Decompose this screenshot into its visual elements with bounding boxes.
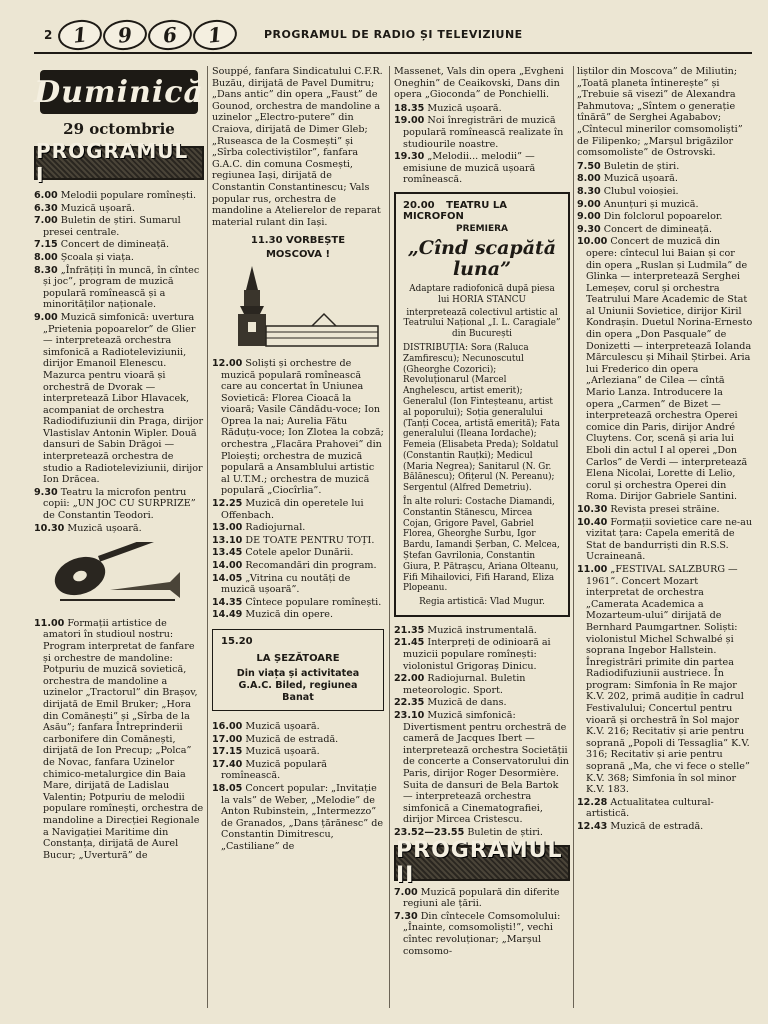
column-divider bbox=[573, 66, 574, 1008]
entry-time: 14.35 bbox=[212, 596, 243, 608]
entry-time: 10.00 bbox=[577, 236, 608, 248]
program-entry bbox=[577, 236, 753, 503]
entry-text: Concert de muzică din opere: cîntecul lui Baian și cor din opera „Ruslan și Ludmila” de Glinka — interpretează Serghei Lemeșev, corul și orchestra Teatrului Mare Academic de Stat al Uniunii Sovietice, dirijor Kiril Kondrașin. Duetul Norina-Ernesto din opera „Don Pasquale” de Donizetti — interpretează Iolanda Mărculescu și Mihail Știrbei. Aria lui Frederico din opera „Arleziana” de Cilea — cîntă Mario Lanza. Introducere la opera „Carmen” de Bizet — interpretează orchestra Operei comice din Paris, dirijor André Cluytens. Cor, scenă și aria lui Eboli din actul I al operei „Don Carlos” de Verdi — interpretează Elena Nicolai, Lorette di Lelio, corul și orchestra Operei din Roma. Dirijor Gabriele Santini. bbox=[586, 236, 753, 503]
entry-time: 22.35 bbox=[394, 697, 425, 709]
program-entry bbox=[394, 673, 570, 696]
program-2-banner bbox=[394, 837, 570, 888]
program-entry bbox=[212, 358, 384, 497]
entry-time: 19.30 bbox=[394, 151, 425, 163]
program-1-label: PROGRAMUL I bbox=[36, 139, 189, 187]
entry-text: Muzică de dans. bbox=[427, 697, 507, 709]
entry-text: Muzică ușoară. bbox=[245, 746, 320, 758]
entry-time: 9.00 bbox=[577, 211, 601, 223]
program-1-banner bbox=[34, 139, 204, 187]
entry-text: Soliști și orchestre de muzică populară romînească care au concertat în Uniunea Sovietică: Florea Cioacă la vioară; Vasile Căndădu-voce; Ion Oprea la nai; Aurelia Fătu Răduțu-voce; Ion Zlotea la cobză; orchestra „Flacăra Prahovei” din Ploiești; orchestra de muzică populară a Ansamblului artistic al U.T.M.; orchestra de muzică populară „Ciocîrlia”. bbox=[221, 357, 384, 497]
entry-time: 18.35 bbox=[394, 102, 425, 114]
program-entry bbox=[212, 560, 384, 572]
entry-time: 12.28 bbox=[577, 796, 608, 808]
theatre-time: 20.00 bbox=[403, 199, 435, 211]
program-entry bbox=[212, 721, 384, 733]
day-name: Duminică bbox=[34, 74, 204, 110]
entry-time: 17.00 bbox=[212, 733, 243, 745]
col1-list bbox=[34, 190, 204, 534]
mandolin-trumpet-icon bbox=[40, 542, 190, 604]
day-banner bbox=[34, 70, 204, 114]
entry-time: 8.30 bbox=[577, 185, 601, 197]
entry-time: 9.30 bbox=[34, 486, 58, 498]
entry-text: Cîntece populare romînești. bbox=[245, 596, 382, 608]
entry-text: Muzică populară romînească. bbox=[221, 758, 328, 782]
entry-text: Concert de dimineață. bbox=[603, 223, 713, 235]
entry-time: 9.00 bbox=[34, 311, 58, 323]
program-entry bbox=[34, 523, 204, 535]
col2-continued-text: Souppé, fanfara Sindicatului C.F.R. Buzău, dirijată de Pavel Dumitru; „Dans antic” din opera „Faust” de Gounod, orchestra de mandoline a uzinelor „Electro-putere” din Craiova, dirijată de Dimer Gleb; „Ruseasca de la Cosmești” și „Sîrba colectiviștilor”, fanfara G.A.C. din comuna Cosmești, regiunea Iași, dirijată de Constantin Constantinescu; Vals popular rus, orchestra de mandoline a Atelierelor de reparat material rulant din Iași. bbox=[212, 66, 383, 228]
program-entry bbox=[577, 186, 753, 198]
moscow-line1: VORBEȘTE bbox=[286, 235, 346, 247]
program-entry bbox=[34, 190, 204, 202]
theatre-adaptation: Adaptare radiofonică după piesa lui HORIA STANCU bbox=[409, 283, 555, 305]
sezatoare-text: Din viața și activitatea G.A.C. Biled, regiunea Banat bbox=[236, 667, 360, 703]
program-entry bbox=[394, 103, 570, 115]
entry-text: „FESTIVAL SALZBURG — 1961”. Concert Mozart interpretat de orchestra „Camerata Academica a Mozarteum-ului” dirijată de Bernhard Paumgartner. Soliști: violonistul Michel Schwalbé și soprana Ingebor Hallstein. Înregistrări primite din partea Radiodifuziunii austriece. În program: Simfonia în Re major K.V. 202, primă audiție în cadrul Festivalului; Concertul pentru vioară și orchestră în Sol major K.V. 216; Recitativ și arie pentru soprană „Popoli di Tessaglia” K.V. 316; Recitativ și arie pentru soprană „Ma, che vi fece o stelle” K.V. 368; Simfonia în sol minor K.V. 183. bbox=[586, 563, 750, 796]
col4-continued-text: liștilor din Moscova” de Miliutin; „Toată planeta întinerește” și „Trebuie să visezi” de Alexandra Pahmutova; „Sîntem o generație tînără” de Serghei Agababov; „Cîntecul minerilor comsomoliști” de Filipenko; „Marșul brigăzilor comsomoliste” de Ostrovski. bbox=[577, 66, 743, 159]
year-digit: 1 bbox=[57, 18, 104, 52]
entry-time: 17.15 bbox=[212, 746, 243, 758]
year-digit: 1 bbox=[192, 18, 239, 52]
page-title: PROGRAMUL DE RADIO ȘI TELEVIZIUNE bbox=[264, 28, 523, 41]
entry-text: Din cîntecele Comsomolului: „Înainte, comsomoliști!”, vechi cîntec revoluționar; „Marșul comsomo- bbox=[403, 910, 561, 957]
entry-time: 14.49 bbox=[212, 609, 243, 621]
entry-text: Concert de dimineață. bbox=[60, 239, 170, 251]
entry-time: 7.00 bbox=[394, 886, 418, 898]
entry-text: „Înfrățiți în muncă, în cîntec și joc”, program de muzică populară romînească și a minorităților naționale. bbox=[43, 264, 200, 311]
entry-time: 22.00 bbox=[394, 673, 425, 685]
theatre-others: În alte roluri: Costache Diamandi, Constantin Stănescu, Mircea Cojan, Grigore Pavel, Gabriel Florea, Gheorghe Surbu, Igor Bardu, Iamandi Șerban, C. Melcea, Ștefan Gavrilonia, Constantin Giura, P. Pătrașcu, Ariana Olteanu, Fifi Mihailovici, Fifi Harand, Eliza Plopeanu. bbox=[403, 497, 560, 594]
entry-time: 12.00 bbox=[212, 357, 243, 369]
sezatoare-box bbox=[212, 629, 384, 711]
entry-time: 7.15 bbox=[34, 239, 58, 251]
entry-text: DE TOATE PENTRU TOȚI. bbox=[245, 534, 375, 546]
program-entry bbox=[34, 265, 204, 311]
entry-time: 17.40 bbox=[212, 758, 243, 770]
column-3 bbox=[394, 66, 570, 958]
program-entry bbox=[212, 734, 384, 746]
col2-list bbox=[212, 358, 384, 621]
program-entry bbox=[577, 224, 753, 236]
program-entry bbox=[577, 797, 753, 820]
col3-after-list bbox=[394, 625, 570, 839]
theatre-box bbox=[394, 192, 570, 617]
theatre-label: TEATRU LA MICROFON bbox=[403, 199, 507, 222]
theatre-director: Regia artistică: Vlad Mugur. bbox=[419, 597, 545, 608]
entry-time: 19.00 bbox=[394, 115, 425, 127]
moscow-time: 11.30 bbox=[250, 235, 283, 247]
entry-text: Melodii populare romînești. bbox=[60, 190, 197, 201]
entry-time: 8.30 bbox=[34, 264, 58, 276]
theatre-premiere: PREMIERA bbox=[455, 223, 509, 234]
column-2 bbox=[212, 66, 384, 854]
entry-time: 8.00 bbox=[577, 173, 601, 185]
col1-after-list bbox=[34, 618, 204, 861]
program-entry bbox=[212, 759, 384, 782]
entry-time: 18.05 bbox=[212, 782, 243, 794]
entry-time: 8.00 bbox=[34, 251, 58, 263]
entry-text: Formații artistice de amatori în studioul nostru: Program interpretat de fanfare și orchestre de mandoline: Potpuriu de muzică sovietică, orchestra de mandoline a uzinelor „Tractorul” din Brașov, dirijată de Emil Bruker; „Hora din Comănești” și „Sîrba de la Asău”; fanfara Întreprinderii carbonifere din Comănești, dirijată de Ion Precup; „Polca” de Novac, fanfara Uzinelor chimico-metalurgice din Baia Mare, dirijată de Ladislau Valentin; Potpuriu de melodii populare romînești, orchestra de mandoline a Direcției Regionale a Navigației Maritime din Constanța, dirijată de Aurel Bucur; „Uvertură” de bbox=[43, 617, 204, 861]
program-2-label: PROGRAMUL II bbox=[396, 837, 563, 888]
program-date: 29 octombrie bbox=[63, 120, 175, 138]
entry-text: Anunțuri și muzică. bbox=[603, 198, 699, 210]
entry-time: 14.00 bbox=[212, 560, 243, 571]
entry-time: 6.30 bbox=[34, 202, 58, 214]
entry-time: 12.25 bbox=[212, 498, 243, 510]
year-digit: 6 bbox=[147, 18, 194, 52]
program-entry bbox=[577, 517, 753, 563]
program-entry bbox=[212, 609, 384, 621]
program-entry bbox=[34, 239, 204, 251]
column-1 bbox=[34, 70, 204, 862]
program-entry bbox=[212, 783, 384, 853]
entry-time: 10.30 bbox=[34, 522, 65, 534]
header-divider bbox=[34, 52, 752, 54]
column-divider bbox=[207, 66, 208, 1008]
program-entry bbox=[577, 173, 753, 185]
entry-text: Concert popular: „Invitație la vals” de Weber, „Melodie” de Anton Rubinstein, „Intermezzo” de Granados, „Dans țărănesc” de Constantin Dimitrescu, „Castiliane” de bbox=[221, 782, 384, 852]
entry-time: 13.45 bbox=[212, 547, 243, 559]
program-entry bbox=[394, 887, 570, 910]
moscow-heading bbox=[212, 234, 384, 262]
moscow-line2: MOSCOVA ! bbox=[265, 249, 331, 261]
column-divider bbox=[389, 66, 390, 1008]
program-entry bbox=[394, 625, 570, 637]
entry-text: Interpreți de odinioară ai muzicii populare romînești: violonistul Grigoraș Dinicu. bbox=[403, 637, 551, 672]
program-entry bbox=[577, 161, 753, 173]
program-entry bbox=[212, 573, 384, 596]
theatre-heading bbox=[403, 200, 561, 222]
col3-list bbox=[394, 103, 570, 186]
kremlin-illustration bbox=[212, 264, 384, 352]
program-entry bbox=[577, 564, 753, 796]
program-entry bbox=[394, 911, 570, 957]
program-entry bbox=[212, 535, 384, 547]
col3-program2-list bbox=[394, 887, 570, 958]
entry-time: 7.30 bbox=[394, 910, 418, 922]
entry-text: Muzică din operetele lui Offenbach. bbox=[221, 498, 364, 521]
entry-text: Recomandări din program. bbox=[245, 560, 377, 571]
sezatoare-time: 15.20 bbox=[221, 635, 253, 647]
program-entry bbox=[577, 211, 753, 223]
program-entry bbox=[212, 522, 384, 534]
entry-text: „Melodii... melodii” — emisiune de muzică ușoară romînească. bbox=[403, 151, 536, 186]
kremlin-tower-icon bbox=[212, 264, 382, 348]
entry-text: Muzică simfonică: uvertura „Prietenia popoarelor” de Glier — interpretează orchestra simfonică a Radioteleviziunii, dirijor Emanoil Elenescu. Mazurca pentru vioară și orchestră de Dvorak — interpretează Libor Hlavacek, acompaniat de orchestra Radiodifuziunii din Praga, dirijor Vlastislav Antonin Wipler. Două dansuri de Sabin Drăgoi — interpretează orchestra de studio a Radioteleviziunii, dirijor Ion Drăcea. bbox=[43, 311, 204, 486]
program-entry bbox=[212, 498, 384, 521]
entry-text: Muzică ușoară. bbox=[603, 173, 678, 185]
entry-text: Clubul voioșiei. bbox=[603, 185, 679, 197]
instruments-illustration bbox=[40, 542, 204, 608]
col3-continued-text: Massenet, Vals din opera „Evgheni Oneghin” de Ceaikovski, Dans din opera „Gioconda” de Ponchielli. bbox=[394, 66, 564, 101]
entry-time: 21.35 bbox=[394, 624, 425, 636]
col2-after-list bbox=[212, 721, 384, 853]
entry-text: Noi înregistrări de muzică populară romînească realizate în studiourile noastre. bbox=[403, 115, 564, 150]
entry-text: Teatru la microfon pentru copii: „UN JOC CU SURPRIZE” de Constantin Teodori. bbox=[43, 486, 196, 522]
entry-text: Muzică din opere. bbox=[245, 609, 334, 621]
program-entry bbox=[394, 697, 570, 709]
entry-text: Formații sovietice care ne-au vizitat țara: Capela emerită de Stat de bandurriști din R.S.S. Ucraineană. bbox=[586, 516, 753, 563]
program-entry bbox=[577, 821, 753, 833]
column-4 bbox=[577, 66, 753, 834]
entry-text: Școala și viața. bbox=[60, 251, 134, 263]
sezatoare-title: LA ȘEZĂTOARE bbox=[256, 652, 340, 664]
entry-time: 11.00 bbox=[577, 563, 608, 575]
program-entry bbox=[394, 637, 570, 672]
entry-text: Muzică populară din diferite regiuni ale țării. bbox=[403, 886, 560, 910]
entry-time: 23.10 bbox=[394, 710, 425, 721]
page-number: 2 bbox=[44, 28, 53, 42]
entry-time: 13.10 bbox=[212, 534, 243, 546]
entry-text: „Vitrina cu noutăți de muzică ușoară”. bbox=[221, 572, 351, 596]
entry-text: Muzică de estradă. bbox=[245, 733, 339, 745]
entry-text: Cotele apelor Dunării. bbox=[245, 547, 354, 559]
entry-text: Buletin de știri. Sumarul presei centrale. bbox=[43, 215, 181, 238]
entry-time: 9.30 bbox=[577, 223, 601, 235]
year-logo bbox=[58, 20, 237, 50]
program-entry bbox=[34, 203, 204, 215]
col4-list bbox=[577, 161, 753, 833]
entry-time: 13.00 bbox=[212, 522, 243, 534]
entry-time: 21.45 bbox=[394, 637, 425, 649]
program-entry bbox=[34, 215, 204, 238]
program-entry bbox=[394, 710, 570, 826]
program-entry bbox=[394, 115, 570, 150]
program-entry bbox=[212, 547, 384, 559]
entry-time: 12.43 bbox=[577, 821, 608, 832]
entry-text: Buletin de știri. bbox=[467, 826, 543, 838]
entry-time: 9.00 bbox=[577, 198, 601, 210]
entry-time: 16.00 bbox=[212, 720, 243, 732]
entry-text: Buletin de știri. bbox=[603, 160, 680, 172]
entry-text: Din folclorul popoarelor. bbox=[603, 211, 723, 223]
entry-time: 7.00 bbox=[34, 215, 58, 227]
entry-text: Muzică de estradă. bbox=[610, 821, 704, 832]
entry-time: 10.30 bbox=[577, 503, 608, 515]
entry-text: Muzică simfonică: Divertisment pentru orchestră de cameră de Jacques Ibert — interpretează orchestra Societății de concerte a Conservatorului din Paris, dirijor Roger Desormière. Suita de dansuri de Bela Bartok — interpretează orchestra simfonică a Cinematografiei, dirijor Mircea Cristescu. bbox=[403, 710, 569, 826]
theatre-cast: DISTRIBUȚIA: Sora (Raluca Zamfirescu); Necunoscutul (Gheorghe Cozorici); Revoluționarul (Marcel Anghelescu, artist emerit); Generalul (Ion Finteșteanu, artist al poporului); Soția generalului (Tanți Cocea, artistă emerită); Fata generalului (Ileana Iordache); Femeia (Elisabeta Preda); Soldatul (Constantin Rauțki); Medicul (Maria Negrea); Sanitarul (N. Gr. Bălănescu); Ofițerul (N. Pereanu); Sergentul (Alfred Demetriu). bbox=[403, 342, 560, 494]
entry-time: 7.50 bbox=[577, 160, 601, 172]
theatre-performers: interpretează colectivul artistic al Teatrului Național „I. L. Caragiale” din București bbox=[403, 307, 561, 340]
entry-text: Revista presei străine. bbox=[610, 503, 720, 515]
entry-time: 14.05 bbox=[212, 572, 243, 584]
entry-time: 6.00 bbox=[34, 190, 58, 201]
entry-text: Muzică ușoară. bbox=[245, 720, 320, 732]
program-entry bbox=[212, 746, 384, 758]
entry-text: Muzică instrumentală. bbox=[427, 624, 537, 636]
program-entry bbox=[577, 199, 753, 211]
entry-text: Actualitatea cultural-artistică. bbox=[586, 796, 714, 820]
theatre-title: „Cînd scapătă luna” bbox=[407, 236, 557, 280]
program-entry bbox=[577, 504, 753, 516]
program-entry bbox=[394, 151, 570, 186]
page-header bbox=[34, 18, 752, 52]
entry-time: 11.00 bbox=[34, 617, 65, 629]
program-entry bbox=[34, 487, 204, 522]
program-entry bbox=[212, 597, 384, 609]
entry-text: Muzică ușoară. bbox=[60, 202, 135, 214]
program-entry bbox=[34, 618, 204, 861]
entry-time: 10.40 bbox=[577, 516, 608, 528]
program-entry bbox=[34, 312, 204, 486]
entry-text: Radiojurnal. bbox=[245, 522, 306, 534]
entry-time: 23.52—23.55 bbox=[394, 826, 465, 838]
program-entry bbox=[34, 252, 204, 264]
year-digit: 9 bbox=[102, 18, 149, 52]
entry-text: Radiojurnal. Buletin meteorologic. Sport. bbox=[403, 673, 526, 696]
entry-text: Muzică ușoară. bbox=[427, 102, 502, 114]
entry-text: Muzică ușoară. bbox=[67, 522, 142, 534]
